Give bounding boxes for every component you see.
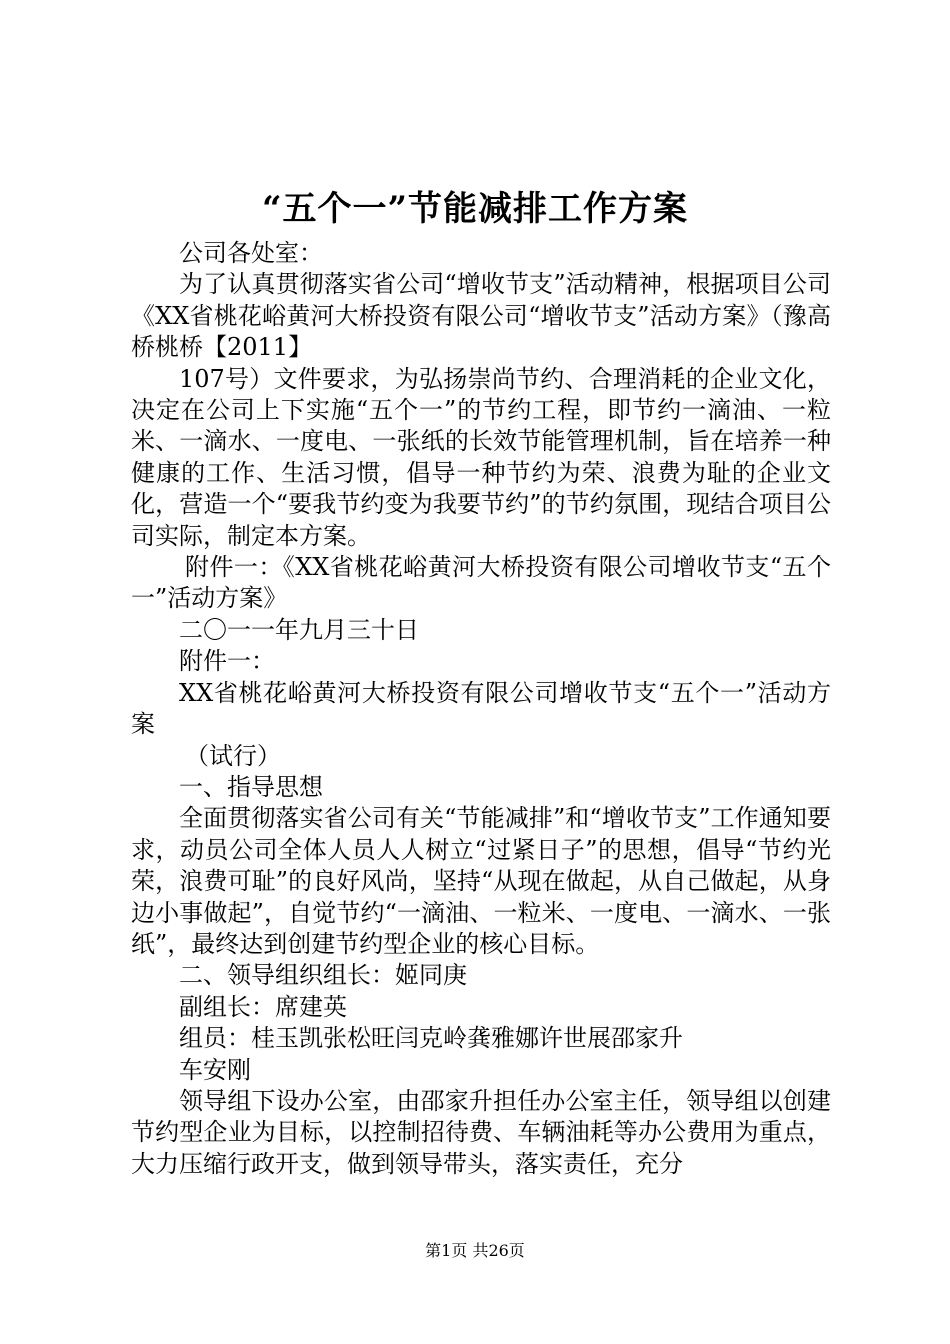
section-heading-guiding-ideology: 一、指导思想 [179,772,323,801]
paragraph-date: 二〇一一年九月三十日 [179,615,419,644]
paragraph-intro-continued: 107号）文件要求，为弘扬崇尚节约、合理消耗的企业文化，决定在公司上下实施“五个一”的节约工程，即节约一滴油、一粒米、一滴水、一度电、一张纸的长效节能管理机制，旨在培养一种健康的工作、生活习惯，倡导一种节约为荣、浪费为耻的企业文化，营造一个“要我节约变为我要节约”的节约氛围，现结合项目公司实际，制定本方案。 [131,364,831,550]
paragraph-attachment-title: XX省桃花峪黄河大桥投资有限公司增收节支“五个一”活动方案 [131,678,831,739]
paragraph-members: 组员：桂玉凯张松旺闫克岭龚雅娜许世展邵家升 [179,1024,683,1053]
section-heading-leadership: 二、领导组织组长：姬同庚 [179,961,467,990]
paragraph-salutation: 公司各处室： [179,239,323,267]
paragraph-office: 领导组下设办公室，由邵家升担任办公室主任，领导组以创建节约型企业为目标，以控制招待费、车辆油耗等办公费用为重点，大力压缩行政开支，做到领导带头，落实责任，充分 [131,1086,831,1178]
paragraph-guiding-ideology: 全面贯彻落实省公司有关“节能减排”和“增收节支”工作通知要求，动员公司全体人员人人树立“过紧日子”的思想，倡导“节约光荣，浪费可耻”的良好风尚，坚持“从现在做起，从自己做起，从身边小事做起”，自觉节约“一滴油、一粒米、一度电、一滴水、一张纸”，最终达到创建节约型企业的核心目标。 [131,804,831,958]
paragraph-attachment-note: 附件一：《XX省桃花峪黄河大桥投资有限公司增收节支“五个一”活动方案》 [131,553,831,613]
paragraph-deputy-leader: 副组长：席建英 [179,992,347,1021]
page-footer: 第1页 共26页 [425,1241,525,1260]
paragraph-attachment-heading: 附件一： [179,647,275,676]
paragraph-members-continued: 车安刚 [179,1055,251,1084]
paragraph-intro: 为了认真贯彻落实省公司“增收节支”活动精神，根据项目公司《XX省桃花峪黄河大桥投资有限公司“增收节支”活动方案》（豫高桥桃桥【2011】 [131,270,831,362]
document-body [131,238,831,1180]
document-title: “五个一”节能减排工作方案 [261,189,689,229]
paragraph-trial: （试行） [185,741,281,770]
